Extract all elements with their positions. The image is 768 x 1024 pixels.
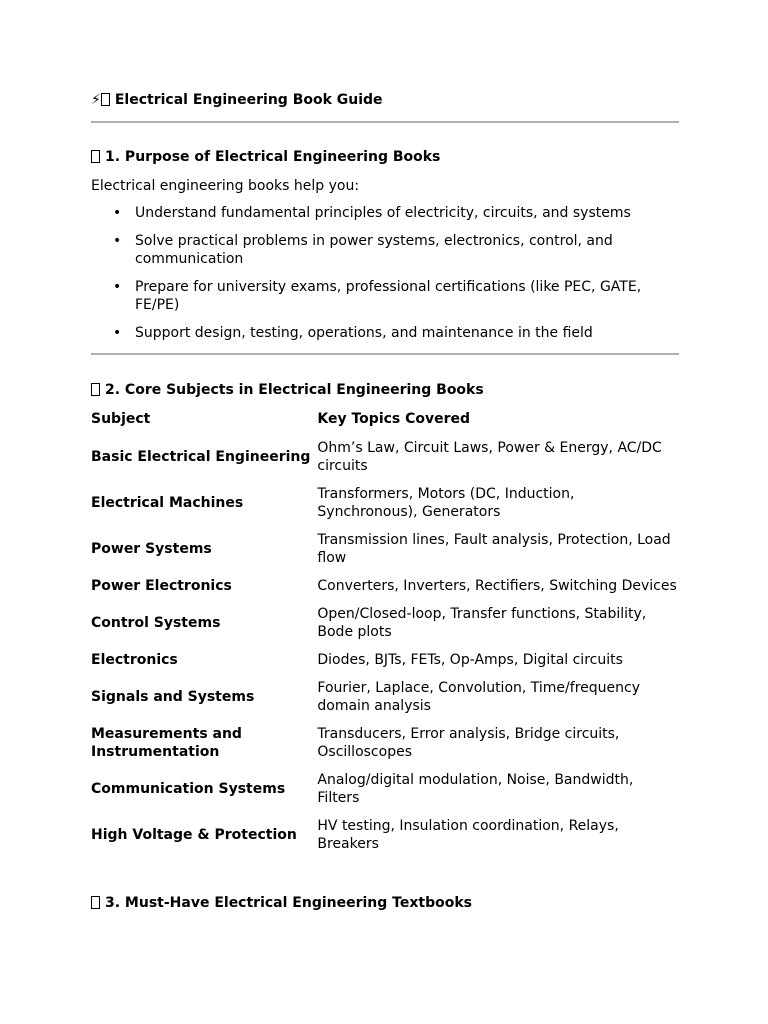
subject-cell: Power Electronics — [91, 578, 232, 594]
topics-cell: Ohm’s Law, Circuit Laws, Power & Energy, AC/DC circuits — [317, 440, 662, 474]
list-item — [91, 324, 645, 342]
lightning-icon: ⚡ — [91, 92, 101, 108]
intro-text: Electrical engineering books help you: — [91, 178, 360, 194]
bullet-icon: • — [113, 205, 122, 221]
section-heading-text: 3. Must-Have Electrical Engineering Textbooks — [105, 895, 472, 911]
bullet-icon: • — [113, 233, 122, 249]
table-row — [91, 766, 679, 812]
divider — [91, 353, 679, 355]
topics-cell: Transmission lines, Fault analysis, Protection, Load flow — [317, 532, 671, 566]
list-item — [91, 278, 645, 314]
section-heading-core-subjects — [91, 381, 484, 399]
section-heading-text: 2. Core Subjects in Electrical Engineering Books — [105, 382, 484, 398]
purpose-list — [91, 204, 679, 352]
table-row — [91, 526, 679, 572]
table-row — [91, 720, 679, 766]
section-heading-textbooks — [91, 894, 472, 912]
table-header-row — [91, 408, 679, 434]
subject-cell: High Voltage & Protection — [91, 827, 297, 843]
subject-cell: Communication Systems — [91, 781, 286, 797]
document-title-text: Electrical Engineering Book Guide — [114, 92, 383, 108]
list-item-text: Support design, testing, operations, and maintenance in the field — [135, 325, 593, 341]
missing-glyph-icon — [91, 383, 100, 396]
missing-glyph-icon — [91, 150, 100, 163]
table-row — [91, 674, 679, 720]
subject-cell: Power Systems — [91, 541, 212, 557]
list-item-text: Understand fundamental principles of electricity, circuits, and systems — [135, 205, 631, 221]
missing-glyph-icon — [91, 896, 100, 909]
list-item — [91, 232, 645, 268]
column-header-topics: Key Topics Covered — [317, 411, 471, 427]
table-row — [91, 812, 679, 858]
table-row — [91, 572, 679, 600]
bullet-icon: • — [113, 325, 122, 341]
topics-cell: Transducers, Error analysis, Bridge circuits, Oscilloscopes — [317, 726, 620, 760]
topics-cell: Converters, Inverters, Rectifiers, Switching Devices — [317, 578, 677, 594]
list-item-text: Solve practical problems in power systems, electronics, control, and communication — [135, 233, 613, 267]
subject-cell: Electrical Machines — [91, 495, 244, 511]
divider — [91, 121, 679, 123]
subjects-table — [91, 408, 679, 858]
table-row — [91, 480, 679, 526]
section-heading-purpose — [91, 148, 440, 166]
bullet-icon: • — [113, 279, 122, 295]
subject-cell: Measurements and Instrumentation — [91, 726, 242, 760]
missing-glyph-icon — [101, 93, 110, 106]
subject-cell: Electronics — [91, 652, 178, 668]
topics-cell: Diodes, BJTs, FETs, Op-Amps, Digital circuits — [317, 652, 623, 668]
topics-cell: Analog/digital modulation, Noise, Bandwidth, Filters — [317, 772, 634, 806]
table-row — [91, 646, 679, 674]
topics-cell: Fourier, Laplace, Convolution, Time/frequency domain analysis — [317, 680, 640, 714]
subject-cell: Control Systems — [91, 615, 221, 631]
subject-cell: Signals and Systems — [91, 689, 255, 705]
subject-cell: Basic Electrical Engineering — [91, 449, 311, 465]
topics-cell: Transformers, Motors (DC, Induction, Synchronous), Generators — [317, 486, 575, 520]
document-title — [91, 91, 383, 109]
topics-cell: Open/Closed-loop, Transfer functions, Stability, Bode plots — [317, 606, 647, 640]
table-row — [91, 600, 679, 646]
column-header-subject: Subject — [91, 411, 151, 427]
topics-cell: HV testing, Insulation coordination, Relays, Breakers — [317, 818, 619, 852]
list-item — [91, 204, 645, 222]
table-row — [91, 434, 679, 480]
section-heading-text: 1. Purpose of Electrical Engineering Books — [105, 149, 441, 165]
list-item-text: Prepare for university exams, professional certifications (like PEC, GATE, FE/PE) — [135, 279, 642, 313]
